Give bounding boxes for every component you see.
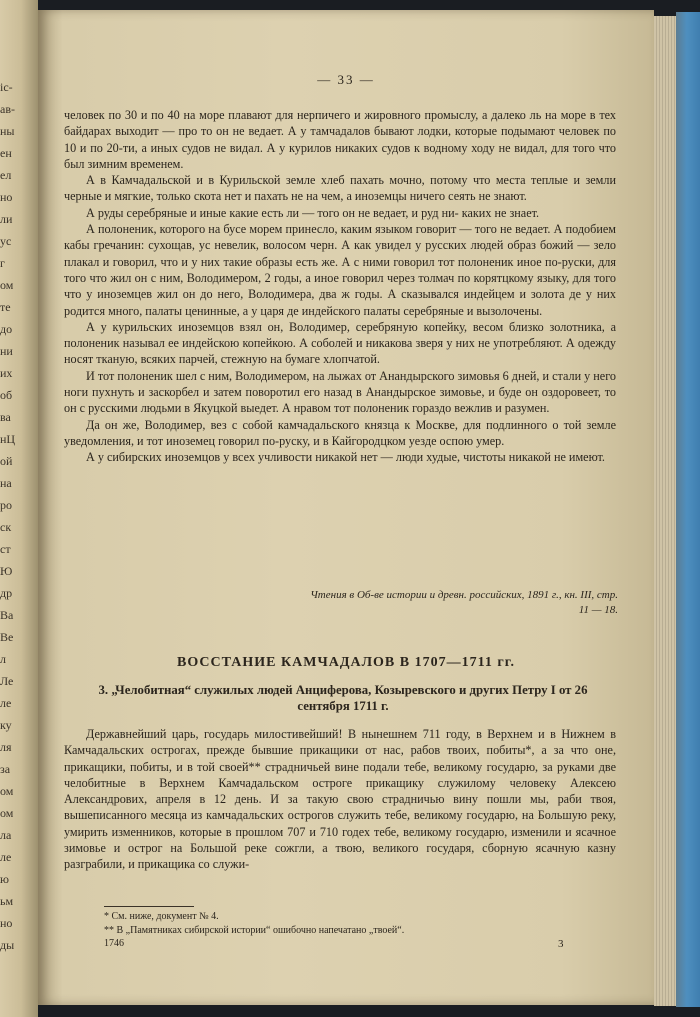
footnote-rule (104, 906, 194, 907)
paragraph: Да он же, Володимер, вез с собой камчадальского князца к Москве, для подлинного о той земле уведомления, и тот иноземец говорил по-руску, и в Кайгородцком уезде оспою умер. (64, 417, 616, 448)
left-page-fragment: ст (0, 542, 11, 556)
main-text (64, 107, 616, 466)
left-page-fragment: ел (0, 168, 12, 182)
left-page-fragment: ом (0, 806, 14, 820)
document-heading: 3. „Челобитная“ служилых людей Анциферова, Козыревского и других Петру I от 26 сентября 1711 г. (98, 683, 588, 713)
left-page-fragment: но (0, 916, 13, 930)
left-page-fragment: др (0, 586, 13, 600)
left-page-fragment: ic- (0, 80, 13, 94)
paragraph: А в Камчадальской и в Курильской земле хлеб пахать мочно, потому что места теплые и земли черные и мягкие, только скота нет и пахать не на чем, а иноземцы ничего сеять не знают. (64, 173, 616, 204)
left-page-fragment: за (0, 762, 11, 776)
document-text (64, 726, 616, 873)
left-page-fragment: об (0, 388, 13, 402)
page-stack-edge (654, 16, 676, 1006)
section-title: ВОССТАНИЕ КАМЧАДАЛОВ В 1707—1711 гг. (177, 655, 515, 670)
left-page-fragment: ку (0, 718, 12, 732)
paragraph: И тот полоненик шел с ним, Володимером, на лыжах от Анандырского зимовья 6 дней, и стали у него ноги пухнуть и заскорбел и затем поворотил его назад в Анандырское зимовье, и буде он оздоровеет, то он с русскими людьми в Якуцкой выедет. А нравом тот полоненик гораздо вежлив и разумен. (64, 368, 616, 416)
left-page-fragment: ск (0, 520, 12, 534)
book-cover-edge (676, 12, 700, 1007)
left-page-fragment: Ва (0, 608, 14, 622)
left-page-fragment: ус (0, 234, 12, 248)
sheet-number: 3 (558, 938, 564, 950)
paragraph: Державнейший царь, государь милостивейший! В нынешнем 711 году, в Верхнем и в Нижнем в Камчадальских острогах, прежде бывшие прикащики от нас, рабов твоих, побиты*, а за что оне, прикащики, побиты, и в той своей** страдничьей вине подали тебе, великому государю, за руками две челобитные в Верхнем Камчадальском остроге прикащику служилому человеку Алексею Александрових, апреля в 12 день. И за такую свою страдничью вину пошли мы, раби твоя, вышеписанного месяца из камчадальских острогов служить тебе, великому государю, на Большую реку, умирить изменников, которые в прошлом 707 и 710 годех тебе, великому государю, изменили и ясачное зимовье и острог на Большой реке сожгли, а твою, великого государя, сборную ясачную казну разграбили, и прикащика со служи- (64, 727, 616, 872)
paragraph: А руды серебряные и иные какие есть ли — того он не ведает, и руд ни- каких не знает. (86, 205, 540, 220)
left-page-fragment: до (0, 322, 13, 336)
left-page-fragment: ле (0, 850, 12, 864)
source-citation: Чтения в Об-ве истории и древн. российских, 1891 г., кн. III, стр. 11 — 18. (310, 589, 618, 616)
page-number: — 33 — (317, 72, 375, 87)
left-page-fragment: но (0, 190, 13, 204)
left-page-fragment: ли (0, 212, 13, 226)
left-page-fragment: нЦ (0, 432, 16, 446)
left-page-fragment: ле (0, 696, 12, 710)
left-page-fragment: ды (0, 938, 15, 952)
paragraph: А у курильских иноземцов взял он, Володимер, серебряную копейку, весом близко золотника, а полоненик называл ее индейскою копейкою. А соболей и никакова зверя у них не употребляют. А одежду носят тканую, всяких парчей, стежную на бумаге хлопчатой. (64, 319, 616, 367)
left-page-fragment: Ю (0, 564, 13, 578)
left-page-fragment: ен (0, 146, 12, 160)
left-page-fragment: ьм (0, 894, 14, 908)
left-page-fragment: ва (0, 410, 11, 424)
left-page-fragment: ро (0, 498, 12, 512)
left-page-fragment: ом (0, 278, 14, 292)
left-page-fragment: ой (0, 454, 13, 468)
left-page-fragment: ом (0, 784, 14, 798)
signature-mark: 1746 (104, 938, 124, 949)
left-page-fragment: ни (0, 344, 13, 358)
facing-left-page-edge (0, 0, 38, 1017)
left-page-fragment: ны (0, 124, 15, 138)
left-page-fragment: те (0, 300, 11, 314)
left-page-fragment: их (0, 366, 13, 380)
left-page-fragment: на (0, 476, 12, 490)
left-page-fragment: ла (0, 828, 12, 842)
book-page (38, 10, 654, 1005)
left-page-fragment: Ле (0, 674, 14, 688)
left-page-fragment: л (0, 652, 6, 666)
footnotes (104, 910, 604, 937)
left-page-fragment: Ве (0, 630, 14, 644)
left-page-fragment: ав- (0, 102, 15, 116)
paragraph: человек по 30 и по 40 на море плавают для нерпичего и жировного промыслу, а далеко ль на море в тех байдарах выходит — про то он не ведает. А у тамчадалов бывают лодки, которые подымают человек по 10 и по 20-ти, а иных судов не видал. А у курилов никаких судов к водному ходу не видал, для того что был зимним временем. (64, 108, 616, 171)
left-page-fragment: ля (0, 740, 12, 754)
footnote: ** В „Памятниках сибирской истории“ ошибочно напечатано „твоей“. (104, 924, 405, 936)
left-page-fragment: г (0, 256, 5, 270)
paragraph: А полоненик, которого на бусе морем принесло, каким языком говорит — того не ведает. А подобием кабы гречанин: сухощав, ус невелик, волосом черн. А как увидел у русских людей образ божий — зело плакал и говорил, что и у них такие образы есть же. А с ними говорил тот полоненик иное по-руски, для того что жил он с ним, Володимером, 2 годы, а иное говорил через толмач по корятцкому языку, для того что у иноземцев жил он до него, Володимера, два ж годы. А сказывался индейцем и золота де у них родится много, палаты ценинные, а у царя де индейского палаты серебряные и вызолочены. (64, 222, 616, 318)
left-page-fragment: ю (0, 872, 9, 886)
paragraph: А у сибирских иноземцов у всех учливости никакой нет — люди худые, чистоты никакой не имеют. (86, 450, 605, 465)
footnote: * См. ниже, документ № 4. (104, 911, 219, 922)
